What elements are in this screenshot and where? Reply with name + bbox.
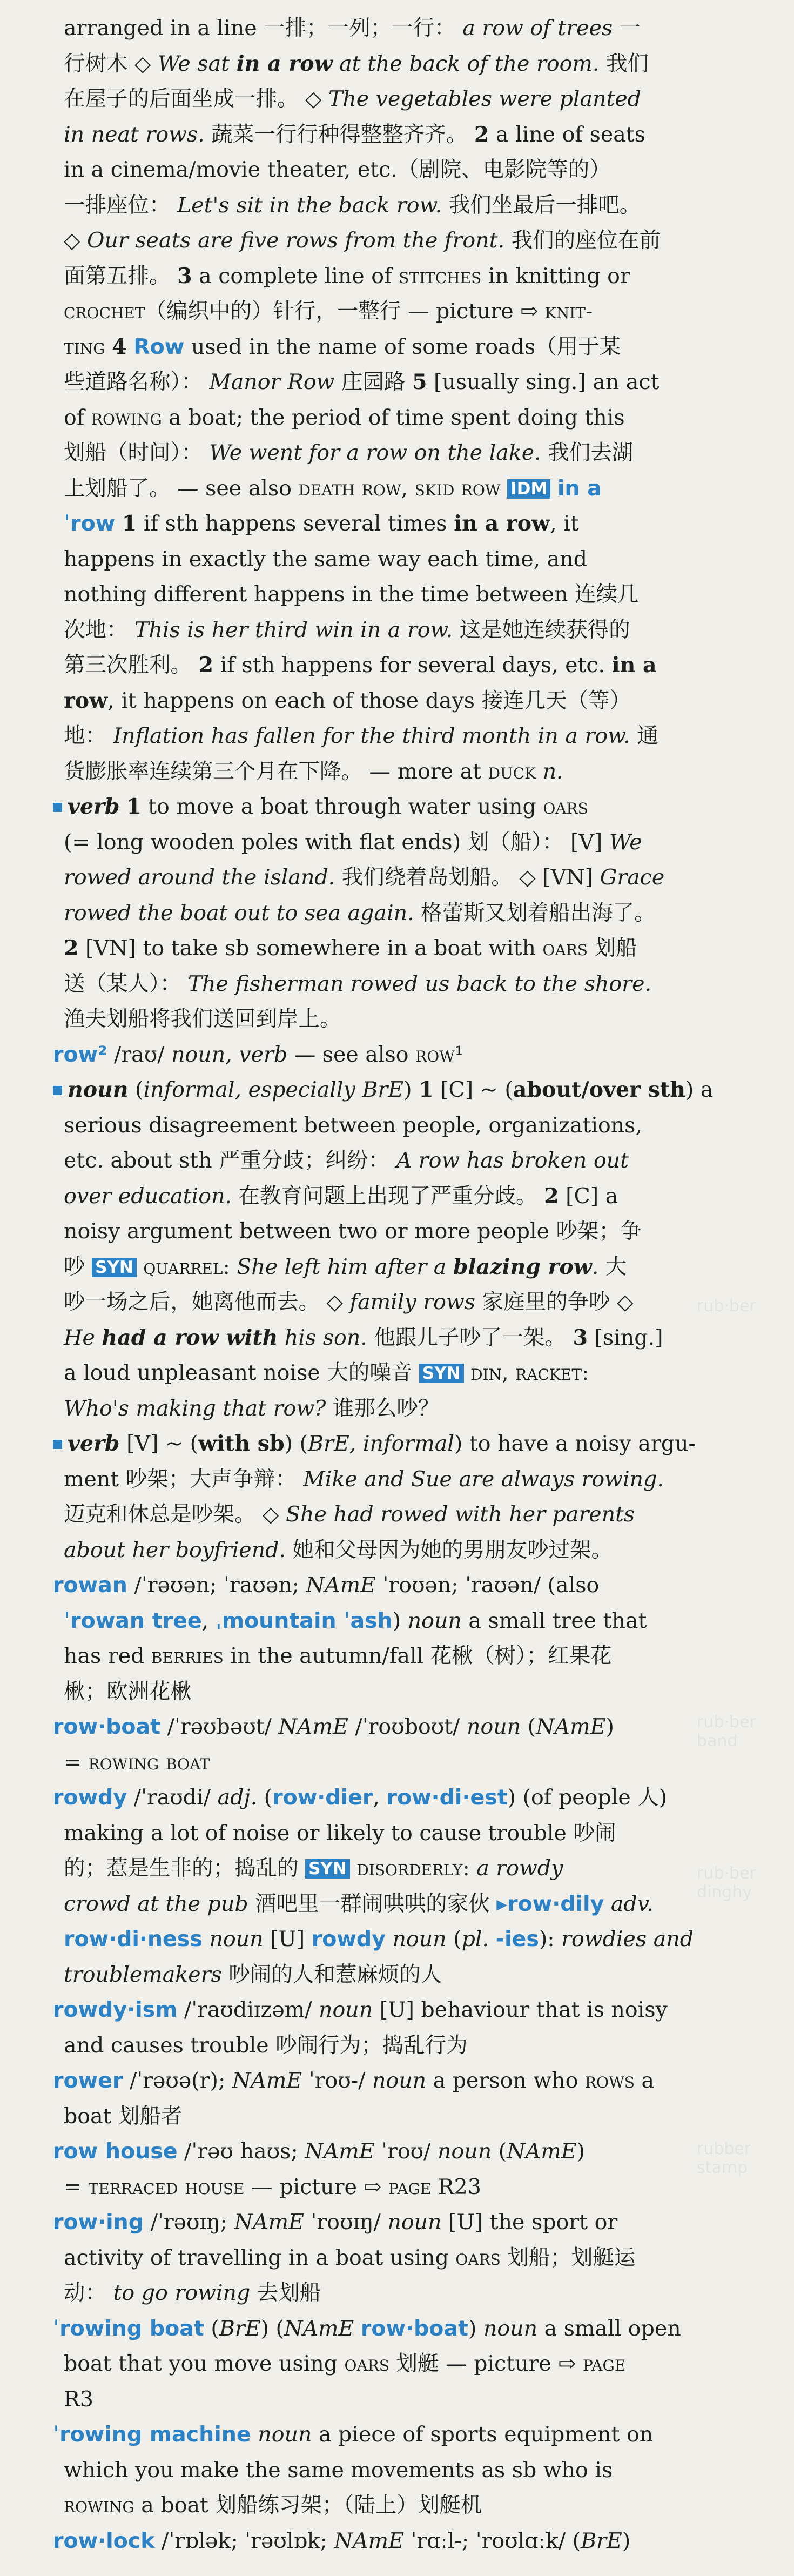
text-line: 送（某人）： The fisherman rowed us back to the shore. (64, 971, 652, 996)
text-line: 楸；欧洲花楸 (64, 1679, 192, 1704)
text-line: ◇ Our seats are five rows from the front. 我们的座位在前 (64, 228, 661, 253)
show-through-text: rubber stamp (697, 2139, 751, 2177)
text-line: a loud unpleasant noise 大的噪音 SYN din, racket: (64, 1360, 589, 1385)
text-line: in a cinema/movie theater, etc.（剧院、电影院等的） (64, 157, 611, 182)
text-line: 面第五排。 3 a complete line of stitches in knitting or (64, 263, 630, 289)
text-line: = rowing boat (64, 1749, 210, 1775)
text-line: 动： to go rowing 去划船 (64, 2280, 321, 2305)
text-line: row house /ˈrəʊ haʊs; NAmE ˈroʊ/ noun (NAmE) (53, 2139, 585, 2164)
text-line: rowing a boat 划船练习架；（陆上）划艇机 (64, 2493, 482, 2518)
text-line: = terraced house — picture ⇨ page R23 (64, 2174, 481, 2199)
text-line: 渔夫划船将我们送回到岸上。 (64, 1007, 341, 1031)
text-line: and causes trouble 吵闹行为；捣乱行为 (64, 2032, 468, 2058)
text-line: making a lot of noise or likely to cause trouble 吵闹 (64, 1820, 616, 1846)
text-line: rowdy /ˈraʊdi/ adj. (row·dier, row·di·est) (of people 人) (53, 1785, 668, 1810)
text-line: ˈrowing machine noun a piece of sports equipment on (53, 2422, 654, 2447)
text-line: rowed the boat out to sea again. 格蕾斯又划着船出海了。 (64, 900, 656, 925)
text-line: 2 [VN] to take sb somewhere in a boat with oars 划船 (64, 936, 637, 961)
text-line: rowed around the island. 我们绕着岛划船。 ◇ [VN] Grace (64, 865, 665, 890)
text-line: 次地： This is her third win in a row. 这是她连续获得的 (64, 617, 630, 642)
text-line: boat that you move using oars 划艇 — picture ⇨ page (64, 2351, 626, 2376)
text-line: rower /ˈrəʊə(r); NAmE ˈroʊ-/ noun a person who rows a (53, 2068, 655, 2093)
text-line: nothing different happens in the time between 连续几 (64, 582, 639, 607)
text-line: arranged in a line 一排；一列；一行： a row of trees 一 (64, 16, 641, 41)
text-line: 在屋子的后面坐成一排。 ◇ The vegetables were planted (64, 86, 642, 111)
text-line: 吵 SYN quarrel: She left him after a blazing row. 大 (64, 1254, 627, 1279)
text-line: noun (informal, especially BrE) 1 [C] ~ (about/over sth) a (53, 1072, 767, 1108)
text-line: ˈrowing boat (BrE) (NAmE row·boat) noun a small open (53, 2316, 681, 2341)
text-line: which you make the same movements as sb who is (64, 2457, 613, 2483)
show-through-text: rub·ber dinghy (697, 1864, 756, 1902)
text-line: (= long wooden poles with flat ends) 划（船）： [V] We (64, 829, 642, 855)
text-line: 行树木 ◇ We sat in a row at the back of the room. 我们 (64, 51, 649, 76)
text-line: row·ing /ˈrəʊɪŋ; NAmE ˈroʊɪŋ/ noun [U] the sport or (53, 2210, 618, 2235)
text-line: verb 1 to move a boat through water using oars (53, 789, 767, 825)
text-line: in neat rows. 蔬菜一行行种得整整齐齐。 2 a line of seats (64, 122, 645, 147)
text-line: row, it happens on each of those days 接连几天（等） (64, 688, 631, 713)
text-line: 货膨胀率连续第三个月在下降。 — more at duck n. (64, 759, 563, 784)
text-line: 些道路名称）： Manor Row 庄园路 5 [usually sing.] an act (64, 370, 660, 394)
text-line: ment 吵架；大声争辩： Mike and Sue are always rowing. (64, 1466, 664, 1492)
text-line: row·lock /ˈrɒlək; ˈrəʊlɒk; NAmE ˈrɑːl-; ˈroʊlɑːk/ (BrE) (53, 2528, 631, 2553)
text-line: activity of travelling in a boat using oars 划船；划艇运 (64, 2245, 636, 2270)
text-line: He had a row with his son. 他跟儿子吵了一架。 3 [sing.] (64, 1325, 663, 1350)
text-line: verb [V] ~ (with sb) (BrE, informal) to have a noisy argu- (53, 1426, 767, 1462)
text-line: 一排座位： Let's sit in the back row. 我们坐最后一排吧。 (64, 192, 641, 218)
text-line: ˈrowan tree, ˌmountain ˈash) noun a small tree that (64, 1608, 647, 1633)
text-line: noisy argument between two or more people 吵架；争 (64, 1219, 642, 1244)
text-line: about her boyfriend. 她和父母因为她的男朋友吵过架。 (64, 1537, 613, 1562)
text-line: over education. 在教育问题上出现了严重分歧。 2 [C] a (64, 1183, 618, 1209)
text-line: 第三次胜利。 2 if sth happens for several days, etc. in a (64, 653, 657, 677)
text-line: of rowing a boat; the period of time spent doing this (64, 405, 625, 430)
text-line: crochet（编织中的）针行，一整行 — picture ⇨ knit- (64, 299, 593, 324)
text-line: boat 划船者 (64, 2103, 183, 2129)
text-line: 划船（时间）： We went for a row on the lake. 我们去湖 (64, 440, 634, 465)
text-line: troublemakers 吵闹的人和惹麻烦的人 (64, 1962, 442, 1987)
text-line: ˈrow 1 if sth happens several times in a row, it (64, 511, 579, 536)
text-line: 吵一场之后，她离他而去。 ◇ family rows 家庭里的争吵 ◇ (64, 1290, 634, 1314)
show-through-text: rub·ber band (697, 1713, 756, 1750)
text-line: 上划船了。 — see also death row, skid row IDM in a (64, 475, 602, 501)
text-line: rowan /ˈrəʊən; ˈraʊən; NAmE ˈroʊən; ˈraʊən/ (also (53, 1573, 600, 1598)
text-line: row·boat /ˈrəʊbəʊt/ NAmE /ˈroʊboʊt/ noun (NAmE) (53, 1714, 614, 1739)
show-through-text: rub·ber (697, 1297, 756, 1316)
text-line: 迈克和休总是吵架。 ◇ She had rowed with her parents (64, 1502, 635, 1527)
text-line: 的；惹是生非的；捣乱的 SYN disorderly: a rowdy (64, 1856, 563, 1881)
text-line: Who's making that row? 谁那么吵？ (64, 1396, 440, 1421)
text-line: 地： Inflation has fallen for the third month in a row. 通 (64, 723, 658, 748)
text-line: rowdy·ism /ˈraʊdiɪzəm/ noun [U] behaviour that is noisy (53, 1997, 668, 2022)
text-line: R3 (64, 2386, 93, 2412)
text-line: ting 4 Row used in the name of some roads（用于某 (64, 334, 621, 359)
text-line: has red berries in the autumn/fall 花楸（树）；红果花 (64, 1643, 612, 1668)
text-line: etc. about sth 严重分歧；纠纷： A row has broken out (64, 1148, 629, 1173)
text-line: row² /raʊ/ noun, verb — see also row¹ (53, 1042, 463, 1067)
text-line: serious disagreement between people, organizations, (64, 1112, 642, 1138)
text-line: happens in exactly the same way each time, and (64, 546, 587, 572)
text-line: crowd at the pub 酒吧里一群闹哄哄的家伙 ▸row·dily adv. (64, 1891, 654, 1916)
text-line: row·di·ness noun [U] rowdy noun (pl. -ies): rowdies and (64, 1927, 694, 1951)
